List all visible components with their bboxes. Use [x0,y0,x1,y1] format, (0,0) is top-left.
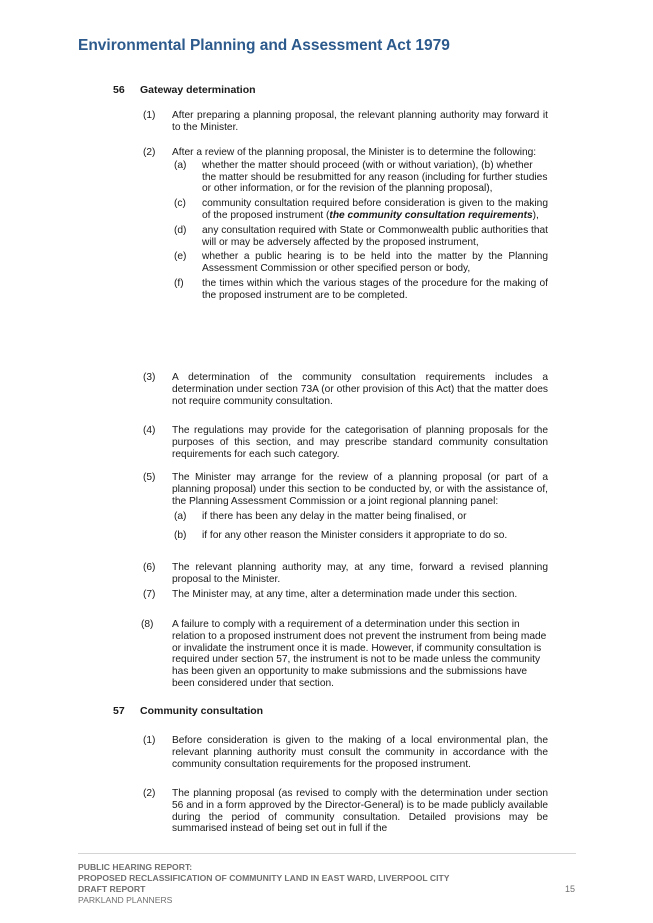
section-number: 57 [113,705,125,717]
paragraph-number: (6) [143,562,156,573]
footer-report-status: DRAFT REPORT [78,884,146,894]
footer-report-subject: PROPOSED RECLASSIFICATION OF COMMUNITY LAND IN EAST WARD, LIVERPOOL CITY [78,873,450,883]
document-title: Environmental Planning and Assessment Act 1979 [78,37,450,54]
subitem-number: (a) [174,511,187,523]
subitem-56-2-f [172,278,548,302]
footer-author: PARKLAND PLANNERS [78,895,173,905]
paragraph-text: After a review of the planning proposal, the Minister is to determine the following: [172,147,537,158]
subitem-text: any consultation required with State or Commonwealth public authorities that will or may be adversely affected by the proposed instrument, [202,224,548,248]
subitem-number: (d) [174,224,187,236]
subitem-number: (a) [174,159,187,171]
paragraph-number: (8) [141,619,154,630]
paragraph-text: The relevant planning authority may, at any time, forward a revised planning proposal to the Minister. [172,562,548,585]
page-footer [78,862,576,906]
paragraph-number: (4) [143,425,156,436]
subitem-text: if for any other reason the Minister considers it appropriate to do so. [202,530,508,542]
paragraph-57-2 [143,788,548,835]
paragraph-text: A failure to comply with a requirement of a determination under this section in relation to a proposed instrument does not prevent the instrument from being made or invalidate the instrument once it is made. However, if community consultation is required under section 57, the instrument is not to be made unless the community has been given an opportunity to make submissions and the submissions have been considered under that section. [172,619,547,689]
subitem-56-2-e [172,251,548,275]
subitem-text-after: ), [532,209,539,221]
subitem-56-2-d [172,225,548,249]
subitem-text: the times within which the various stages of the procedure for the making of the proposed instrument are to be completed. [202,277,548,301]
paragraph-text: The regulations may provide for the categorisation of planning proposals for the purposes of this section, and may prescribe standard community consultation requirements for each such category. [172,425,548,460]
paragraph-56-7 [143,589,548,601]
paragraph-56-4 [143,425,548,460]
paragraph-number: (1) [143,735,156,746]
paragraph-number: (1) [143,110,156,121]
paragraph-text: After preparing a planning proposal, the relevant planning authority may forward it to the Minister. [172,110,548,133]
paragraph-56-2 [143,147,548,302]
paragraph-text: The Minister may arrange for the review of a planning proposal (or part of a planning proposal) under this section to be conducted by, or with the assistance of, the Planning Assessment Commission or a joint regional planning panel: [172,472,548,507]
section-title: Community consultation [140,705,264,717]
subitem-text: whether the matter should proceed (with or without variation), (b) whether the matter should be resubmitted for any reason (including for further studies or other information, or for the revision of the planning proposal), [202,159,548,195]
section-57-heading [113,705,263,717]
section-56-heading [113,84,256,96]
subitem-number: (c) [174,198,186,210]
paragraph-text: The planning proposal (as revised to comply with the determination under section 56 and in a form approved by the Director-General) is to be made publicly available during the period of community consultation. Detailed provisions may be summarised instead of being set out in full if the [172,788,548,835]
subitem-56-2-a [172,160,548,195]
section-number: 56 [113,84,125,96]
footer-report-type: PUBLIC HEARING REPORT: [78,862,193,872]
paragraph-number: (2) [143,147,156,158]
paragraph-56-8 [141,619,548,690]
paragraph-56-3 [143,372,548,407]
subitem-number: (b) [174,530,187,542]
subitem-text: if there has been any delay in the matter being finalised, or [202,511,467,523]
footer-divider [78,853,576,854]
paragraph-57-1 [143,735,548,770]
subitem-56-5-b [172,530,548,542]
paragraph-text: Before consideration is given to the making of a local environmental plan, the relevant planning authority must consult the community in accordance with the community consultation requirements for the proposed instrument. [172,735,548,770]
paragraph-text: The Minister may, at any time, alter a determination made under this section. [172,589,518,600]
paragraph-56-5 [143,472,548,542]
subitem-56-2-c [172,198,548,222]
page-number: 15 [564,884,575,894]
paragraph-56-6 [143,562,548,586]
defined-term: the community consultation requirements [329,209,533,221]
paragraph-number: (3) [143,372,156,383]
subitem-number: (f) [174,277,184,289]
paragraph-text: A determination of the community consultation requirements includes a determination under section 73A (or other provision of this Act) that the matter does not require community consultation. [172,372,548,407]
subitem-text [202,198,548,222]
subitem-56-5-a [172,511,548,523]
paragraph-56-1 [143,110,548,134]
section-title: Gateway determination [140,84,256,96]
subitem-text-before: community consultation required before consideration is given to the making of the proposed instrument ( [202,198,548,221]
paragraph-number: (5) [143,472,156,483]
subitem-text: whether a public hearing is to be held into the matter by the Planning Assessment Commission or other specified person or body, [202,251,548,275]
paragraph-number: (7) [143,589,156,600]
paragraph-number: (2) [143,788,156,799]
subitem-number: (e) [174,251,187,263]
